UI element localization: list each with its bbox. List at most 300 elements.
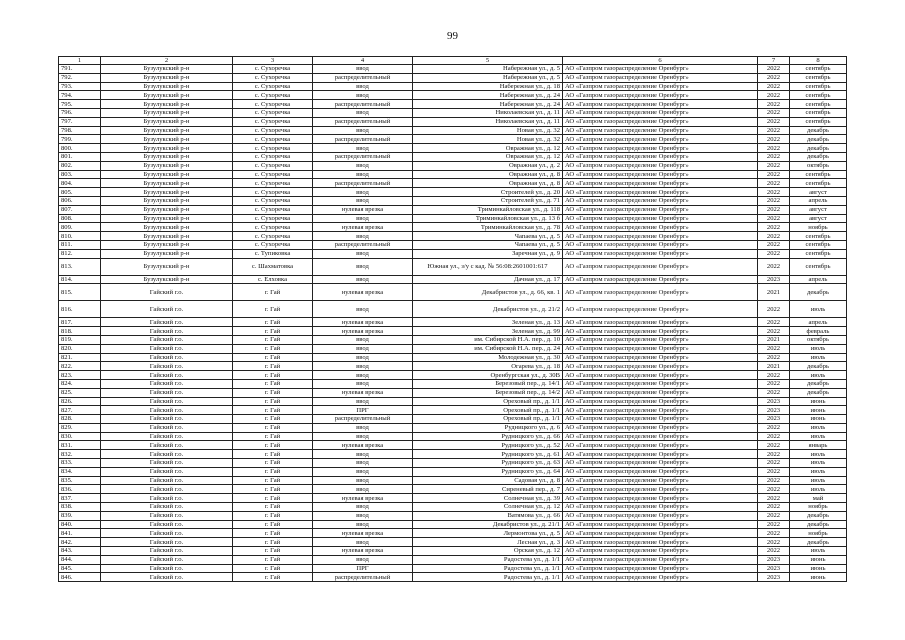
- table-row: [59, 353, 847, 362]
- settlement-cell: г. Гай: [233, 318, 313, 327]
- year-cell: 2023: [758, 415, 790, 424]
- organization-cell: АО «Газпром газораспределение Оренбург»: [563, 406, 758, 415]
- work-type-cell: нулевая врезка: [313, 318, 413, 327]
- table-row: [59, 450, 847, 459]
- year-cell: 2022: [758, 249, 790, 258]
- district-cell: Гайский г.о.: [101, 318, 233, 327]
- organization-cell: АО «Газпром газораспределение Оренбург»: [563, 494, 758, 503]
- year-cell: 2023: [758, 573, 790, 582]
- address-cell: Сиреневый пер., д. 7: [413, 485, 563, 494]
- year-cell: 2022: [758, 196, 790, 205]
- table-row: [59, 371, 847, 380]
- month-cell: июнь: [790, 555, 847, 564]
- district-cell: Бузулукский р-н: [101, 135, 233, 144]
- work-type-cell: ввод: [313, 459, 413, 468]
- address-cell: им. Сибирской Н.А. пер., д. 10: [413, 335, 563, 344]
- work-type-cell: ввод: [313, 397, 413, 406]
- row-number-cell: 830.: [59, 432, 101, 441]
- table-row: [59, 520, 847, 529]
- district-cell: Гайский г.о.: [101, 503, 233, 512]
- address-cell: Солнечная ул., д. 39: [413, 494, 563, 503]
- settlement-cell: г. Гай: [233, 573, 313, 582]
- district-cell: Гайский г.о.: [101, 432, 233, 441]
- table-row: [59, 503, 847, 512]
- organization-cell: АО «Газпром газораспределение Оренбург»: [563, 450, 758, 459]
- table-row: [59, 223, 847, 232]
- month-cell: июль: [790, 467, 847, 476]
- table-row: [59, 214, 847, 223]
- address-cell: Строителей ул., д. 20: [413, 188, 563, 197]
- work-type-cell: ввод: [313, 335, 413, 344]
- work-type-cell: нулевая врезка: [313, 327, 413, 336]
- settlement-cell: г. Гай: [233, 353, 313, 362]
- address-cell: Декабристов ул., д. 21/2: [413, 301, 563, 318]
- settlement-cell: г. Гай: [233, 284, 313, 301]
- district-cell: Бузулукский р-н: [101, 100, 233, 109]
- settlement-cell: с. Сухоречка: [233, 161, 313, 170]
- month-cell: сентябрь: [790, 232, 847, 241]
- row-number-cell: 806.: [59, 196, 101, 205]
- work-type-cell: ввод: [313, 232, 413, 241]
- work-type-cell: ввод: [313, 450, 413, 459]
- year-cell: 2021: [758, 335, 790, 344]
- address-cell: Набережная ул., д. 5: [413, 73, 563, 82]
- table-row: [59, 82, 847, 91]
- address-cell: Ватямова ул., д. 66: [413, 511, 563, 520]
- year-cell: 2022: [758, 144, 790, 153]
- month-cell: сентябрь: [790, 117, 847, 126]
- settlement-cell: г. Гай: [233, 538, 313, 547]
- row-number-cell: 823.: [59, 371, 101, 380]
- settlement-cell: г. Гай: [233, 494, 313, 503]
- work-type-cell: ввод: [313, 511, 413, 520]
- work-type-cell: ввод: [313, 503, 413, 512]
- row-number-cell: 836.: [59, 485, 101, 494]
- settlement-cell: с. Сухоречка: [233, 91, 313, 100]
- table-row: [59, 258, 847, 275]
- organization-cell: АО «Газпром газораспределение Оренбург»: [563, 214, 758, 223]
- work-type-cell: распределительный: [313, 152, 413, 161]
- month-cell: декабрь: [790, 538, 847, 547]
- district-cell: Бузулукский р-н: [101, 91, 233, 100]
- row-number-cell: 811.: [59, 240, 101, 249]
- organization-cell: АО «Газпром газораспределение Оренбург»: [563, 432, 758, 441]
- settlement-cell: с. Сухоречка: [233, 100, 313, 109]
- organization-cell: АО «Газпром газораспределение Оренбург»: [563, 520, 758, 529]
- address-cell: Березовый пер., д. 14/1: [413, 379, 563, 388]
- district-cell: Бузулукский р-н: [101, 249, 233, 258]
- organization-cell: АО «Газпром газораспределение Оренбург»: [563, 547, 758, 556]
- row-number-cell: 816.: [59, 301, 101, 318]
- settlement-cell: г. Гай: [233, 459, 313, 468]
- work-type-cell: распределительный: [313, 73, 413, 82]
- year-cell: 2023: [758, 406, 790, 415]
- work-type-cell: ввод: [313, 485, 413, 494]
- month-cell: декабрь: [790, 144, 847, 153]
- address-cell: Рудницкого ул., д. 52: [413, 441, 563, 450]
- row-number-cell: 801.: [59, 152, 101, 161]
- month-cell: сентябрь: [790, 100, 847, 109]
- table-row: [59, 573, 847, 582]
- district-cell: Гайский г.о.: [101, 538, 233, 547]
- district-cell: Бузулукский р-н: [101, 161, 233, 170]
- table-row: [59, 547, 847, 556]
- organization-cell: АО «Газпром газораспределение Оренбург»: [563, 529, 758, 538]
- table-row: [59, 65, 847, 74]
- row-number-cell: 810.: [59, 232, 101, 241]
- column-number-row: [59, 57, 847, 65]
- district-cell: Гайский г.о.: [101, 573, 233, 582]
- year-cell: 2022: [758, 117, 790, 126]
- work-type-cell: нулевая врезка: [313, 205, 413, 214]
- year-cell: 2021: [758, 362, 790, 371]
- month-cell: июль: [790, 353, 847, 362]
- settlement-cell: г. Гай: [233, 520, 313, 529]
- table-row: [59, 232, 847, 241]
- settlement-cell: с. Сухоречка: [233, 214, 313, 223]
- settlement-cell: с. Сухоречка: [233, 240, 313, 249]
- settlement-cell: с. Сухоречка: [233, 188, 313, 197]
- month-cell: сентябрь: [790, 73, 847, 82]
- address-cell: Молодежная ул., д. 30: [413, 353, 563, 362]
- row-number-cell: 824.: [59, 379, 101, 388]
- row-number-cell: 841.: [59, 529, 101, 538]
- month-cell: ноябрь: [790, 529, 847, 538]
- row-number-cell: 842.: [59, 538, 101, 547]
- year-cell: 2023: [758, 564, 790, 573]
- row-number-cell: 844.: [59, 555, 101, 564]
- year-cell: 2022: [758, 318, 790, 327]
- work-type-cell: ввод: [313, 82, 413, 91]
- organization-cell: АО «Газпром газораспределение Оренбург»: [563, 353, 758, 362]
- district-cell: Гайский г.о.: [101, 485, 233, 494]
- address-cell: Овражная ул., д. 12: [413, 144, 563, 153]
- table-row: [59, 91, 847, 100]
- settlement-cell: г. Гай: [233, 335, 313, 344]
- row-number-cell: 796.: [59, 108, 101, 117]
- district-cell: Бузулукский р-н: [101, 258, 233, 275]
- organization-cell: АО «Газпром газораспределение Оренбург»: [563, 144, 758, 153]
- settlement-cell: с. Сухоречка: [233, 144, 313, 153]
- organization-cell: АО «Газпром газораспределение Оренбург»: [563, 511, 758, 520]
- month-cell: сентябрь: [790, 249, 847, 258]
- year-cell: 2022: [758, 223, 790, 232]
- row-number-cell: 791.: [59, 65, 101, 74]
- row-number-cell: 813.: [59, 258, 101, 275]
- month-cell: июнь: [790, 415, 847, 424]
- year-cell: 2022: [758, 205, 790, 214]
- district-cell: Гайский г.о.: [101, 335, 233, 344]
- table-row: [59, 511, 847, 520]
- work-type-cell: нулевая врезка: [313, 388, 413, 397]
- district-cell: Гайский г.о.: [101, 511, 233, 520]
- month-cell: сентябрь: [790, 65, 847, 74]
- organization-cell: АО «Газпром газораспределение Оренбург»: [563, 258, 758, 275]
- month-cell: август: [790, 214, 847, 223]
- address-cell: Набережная ул., д. 24: [413, 91, 563, 100]
- year-cell: 2022: [758, 547, 790, 556]
- month-cell: июнь: [790, 397, 847, 406]
- organization-cell: АО «Газпром газораспределение Оренбург»: [563, 161, 758, 170]
- organization-cell: АО «Газпром газораспределение Оренбург»: [563, 503, 758, 512]
- address-cell: Лесная ул., д. 3: [413, 538, 563, 547]
- month-cell: июль: [790, 450, 847, 459]
- settlement-cell: г. Гай: [233, 564, 313, 573]
- work-type-cell: нулевая врезка: [313, 547, 413, 556]
- district-cell: Гайский г.о.: [101, 353, 233, 362]
- row-number-cell: 807.: [59, 205, 101, 214]
- year-cell: 2022: [758, 73, 790, 82]
- address-cell: Орская ул., д. 12: [413, 547, 563, 556]
- month-cell: сентябрь: [790, 82, 847, 91]
- year-cell: 2022: [758, 432, 790, 441]
- year-cell: 2022: [758, 503, 790, 512]
- year-cell: 2022: [758, 520, 790, 529]
- year-cell: 2022: [758, 161, 790, 170]
- row-number-cell: 795.: [59, 100, 101, 109]
- address-cell: им. Сибирской Н.А. пер., д. 24: [413, 344, 563, 353]
- address-cell: Декабристов ул., д. 66, кв. 1: [413, 284, 563, 301]
- year-cell: 2022: [758, 476, 790, 485]
- year-cell: 2022: [758, 371, 790, 380]
- year-cell: 2022: [758, 450, 790, 459]
- row-number-cell: 825.: [59, 388, 101, 397]
- table-row: [59, 205, 847, 214]
- month-cell: июль: [790, 432, 847, 441]
- row-number-cell: 815.: [59, 284, 101, 301]
- settlement-cell: с. Тупиковка: [233, 249, 313, 258]
- settlement-cell: с. Сухоречка: [233, 196, 313, 205]
- work-type-cell: ввод: [313, 520, 413, 529]
- address-cell: Овражная ул., д. 8: [413, 179, 563, 188]
- work-type-cell: ввод: [313, 161, 413, 170]
- work-type-cell: нулевая врезка: [313, 494, 413, 503]
- settlement-cell: с. Сухоречка: [233, 205, 313, 214]
- work-type-cell: распределительный: [313, 135, 413, 144]
- row-number-cell: 837.: [59, 494, 101, 503]
- work-type-cell: ввод: [313, 170, 413, 179]
- row-number-cell: 804.: [59, 179, 101, 188]
- address-cell: Рудницкого ул., д. 61: [413, 450, 563, 459]
- row-number-cell: 794.: [59, 91, 101, 100]
- organization-cell: АО «Газпром газораспределение Оренбург»: [563, 82, 758, 91]
- organization-cell: АО «Газпром газораспределение Оренбург»: [563, 415, 758, 424]
- address-cell: Триминкайловская ул., д. 13 б: [413, 214, 563, 223]
- row-number-cell: 799.: [59, 135, 101, 144]
- month-cell: апрель: [790, 275, 847, 284]
- settlement-cell: с. Сухоречка: [233, 65, 313, 74]
- col-header-1: 1: [59, 57, 101, 65]
- settlement-cell: г. Гай: [233, 327, 313, 336]
- month-cell: сентябрь: [790, 258, 847, 275]
- work-type-cell: распределительный: [313, 240, 413, 249]
- organization-cell: АО «Газпром газораспределение Оренбург»: [563, 573, 758, 582]
- row-number-cell: 818.: [59, 327, 101, 336]
- table-row: [59, 335, 847, 344]
- year-cell: 2023: [758, 397, 790, 406]
- settlement-cell: с. Сухоречка: [233, 117, 313, 126]
- table-row: [59, 144, 847, 153]
- district-cell: Гайский г.о.: [101, 415, 233, 424]
- address-cell: Ореховый пр., д. 1/1: [413, 397, 563, 406]
- district-cell: Гайский г.о.: [101, 284, 233, 301]
- row-number-cell: 802.: [59, 161, 101, 170]
- address-cell: Радостева ул., д. 1/1: [413, 564, 563, 573]
- district-cell: Гайский г.о.: [101, 301, 233, 318]
- table-row: [59, 318, 847, 327]
- row-number-cell: 819.: [59, 335, 101, 344]
- table-row: [59, 301, 847, 318]
- organization-cell: АО «Газпром газораспределение Оренбург»: [563, 65, 758, 74]
- year-cell: 2022: [758, 214, 790, 223]
- district-cell: Гайский г.о.: [101, 547, 233, 556]
- year-cell: 2022: [758, 441, 790, 450]
- year-cell: 2022: [758, 459, 790, 468]
- work-type-cell: ввод: [313, 432, 413, 441]
- year-cell: 2022: [758, 179, 790, 188]
- district-cell: Гайский г.о.: [101, 379, 233, 388]
- month-cell: ноябрь: [790, 223, 847, 232]
- address-cell: Березовый пер., д. 14/2: [413, 388, 563, 397]
- organization-cell: АО «Газпром газораспределение Оренбург»: [563, 318, 758, 327]
- organization-cell: АО «Газпром газораспределение Оренбург»: [563, 275, 758, 284]
- settlement-cell: г. Гай: [233, 301, 313, 318]
- year-cell: 2022: [758, 379, 790, 388]
- year-cell: 2023: [758, 275, 790, 284]
- district-cell: Гайский г.о.: [101, 564, 233, 573]
- year-cell: 2022: [758, 135, 790, 144]
- table-row: [59, 327, 847, 336]
- work-type-cell: ввод: [313, 344, 413, 353]
- table-row: [59, 196, 847, 205]
- address-cell: Ореховый пр., д. 1/1: [413, 415, 563, 424]
- row-number-cell: 843.: [59, 547, 101, 556]
- year-cell: 2022: [758, 467, 790, 476]
- district-cell: Бузулукский р-н: [101, 179, 233, 188]
- district-cell: Бузулукский р-н: [101, 82, 233, 91]
- month-cell: июль: [790, 459, 847, 468]
- table-row: [59, 170, 847, 179]
- table-row: [59, 538, 847, 547]
- settlement-cell: с. Сухоречка: [233, 135, 313, 144]
- organization-cell: АО «Газпром газораспределение Оренбург»: [563, 388, 758, 397]
- organization-cell: АО «Газпром газораспределение Оренбург»: [563, 240, 758, 249]
- district-cell: Бузулукский р-н: [101, 214, 233, 223]
- address-cell: Овражная ул., д. 12: [413, 152, 563, 161]
- month-cell: декабрь: [790, 284, 847, 301]
- district-cell: Бузулукский р-н: [101, 275, 233, 284]
- month-cell: октябрь: [790, 335, 847, 344]
- district-cell: Гайский г.о.: [101, 450, 233, 459]
- organization-cell: АО «Газпром газораспределение Оренбург»: [563, 379, 758, 388]
- settlement-cell: г. Гай: [233, 415, 313, 424]
- district-cell: Бузулукский р-н: [101, 205, 233, 214]
- district-cell: Гайский г.о.: [101, 406, 233, 415]
- month-cell: июль: [790, 423, 847, 432]
- address-cell: Декабристов ул., д. 21/1: [413, 520, 563, 529]
- address-cell: Николаевская ул., д. 11: [413, 108, 563, 117]
- year-cell: 2022: [758, 388, 790, 397]
- table-row: [59, 441, 847, 450]
- address-cell: Дачная ул., д. 17: [413, 275, 563, 284]
- settlement-cell: г. Гай: [233, 432, 313, 441]
- work-type-cell: ввод: [313, 379, 413, 388]
- table-row: [59, 100, 847, 109]
- month-cell: июнь: [790, 406, 847, 415]
- district-cell: Бузулукский р-н: [101, 126, 233, 135]
- month-cell: сентябрь: [790, 91, 847, 100]
- work-type-cell: ПРГ: [313, 564, 413, 573]
- col-header-2: 2: [101, 57, 233, 65]
- table-body: [59, 57, 847, 582]
- year-cell: 2022: [758, 82, 790, 91]
- month-cell: июль: [790, 371, 847, 380]
- settlement-cell: с. Сухоречка: [233, 232, 313, 241]
- settlement-cell: с. Сухоречка: [233, 82, 313, 91]
- table-row: [59, 564, 847, 573]
- address-cell: Радостева ул., д. 1/1: [413, 555, 563, 564]
- row-number-cell: 846.: [59, 573, 101, 582]
- district-cell: Гайский г.о.: [101, 494, 233, 503]
- settlement-cell: с. Сухоречка: [233, 126, 313, 135]
- organization-cell: АО «Газпром газораспределение Оренбург»: [563, 397, 758, 406]
- row-number-cell: 805.: [59, 188, 101, 197]
- table-row: [59, 284, 847, 301]
- table-row: [59, 397, 847, 406]
- table-row: [59, 379, 847, 388]
- address-cell: Николаевская ул., д. 11: [413, 117, 563, 126]
- district-cell: Гайский г.о.: [101, 397, 233, 406]
- organization-cell: АО «Газпром газораспределение Оренбург»: [563, 188, 758, 197]
- month-cell: декабрь: [790, 520, 847, 529]
- month-cell: июль: [790, 485, 847, 494]
- settlement-cell: с. Елховка: [233, 275, 313, 284]
- table-row: [59, 459, 847, 468]
- table-row: [59, 249, 847, 258]
- col-header-7: 7: [758, 57, 790, 65]
- settlement-cell: г. Гай: [233, 529, 313, 538]
- work-type-cell: ввод: [313, 353, 413, 362]
- month-cell: ноябрь: [790, 503, 847, 512]
- work-type-cell: ввод: [313, 371, 413, 380]
- organization-cell: АО «Газпром газораспределение Оренбург»: [563, 100, 758, 109]
- settlement-cell: г. Гай: [233, 511, 313, 520]
- month-cell: октябрь: [790, 161, 847, 170]
- row-number-cell: 803.: [59, 170, 101, 179]
- year-cell: 2022: [758, 301, 790, 318]
- year-cell: 2022: [758, 494, 790, 503]
- table-row: [59, 406, 847, 415]
- district-cell: Бузулукский р-н: [101, 73, 233, 82]
- table-row: [59, 344, 847, 353]
- organization-cell: АО «Газпром газораспределение Оренбург»: [563, 152, 758, 161]
- organization-cell: АО «Газпром газораспределение Оренбург»: [563, 91, 758, 100]
- month-cell: декабрь: [790, 152, 847, 161]
- month-cell: июль: [790, 476, 847, 485]
- organization-cell: АО «Газпром газораспределение Оренбург»: [563, 335, 758, 344]
- table-row: [59, 161, 847, 170]
- table-row: [59, 135, 847, 144]
- work-type-cell: нулевая врезка: [313, 223, 413, 232]
- address-cell: Чапаева ул., д. 5: [413, 232, 563, 241]
- organization-cell: АО «Газпром газораспределение Оренбург»: [563, 232, 758, 241]
- month-cell: апрель: [790, 318, 847, 327]
- month-cell: июнь: [790, 564, 847, 573]
- district-cell: Гайский г.о.: [101, 459, 233, 468]
- row-number-cell: 828.: [59, 415, 101, 424]
- row-number-cell: 832.: [59, 450, 101, 459]
- work-type-cell: ввод: [313, 196, 413, 205]
